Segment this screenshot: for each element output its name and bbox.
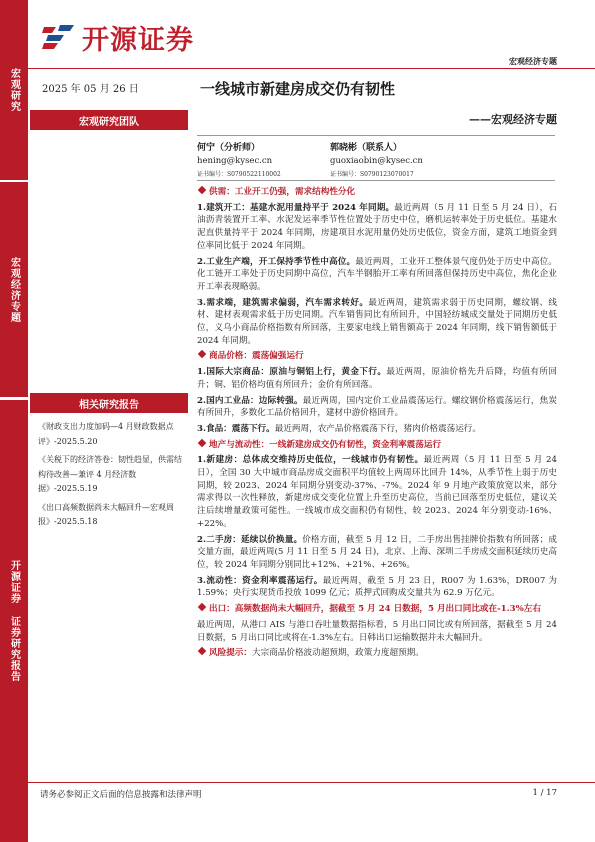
header-divider (28, 68, 595, 69)
related-report-link[interactable]: 《 关税下的经济答卷：韧性趋显，供需结构待改善—兼评 4 月经济数据》-2025.5.19 (38, 453, 188, 497)
author-cert: 证书编号：S0790123070017 (330, 171, 414, 178)
author-email[interactable]: guoxiaobin@kysec.cn (330, 156, 423, 166)
paragraph: 3.流动性：资金利率震荡运行。最近两周，截至 5 月 23 日，R007 为 1.63%，DR007 为 1.59%；央行实现货币投放 1099 亿元；质押式回购成交量共为 62.9 万亿元。 (197, 575, 557, 599)
paragraph: 2.二手房：延续以价换量。价格方面，截至 5 月 12 日，二手房出售挂牌价指数有所回落；成交量方面，最近两周(5 月 11 日至 5 月 24 日)，北京、上海、深圳二手房成交面积延续历史高位，较 2024 年同期分别同比+12%、+21%、+26%。 (197, 534, 557, 570)
diamond-bullet-icon (198, 603, 206, 611)
paragraph: 3.食品：震荡下行。最近两周，农产品价格震荡下行，猪肉价格震荡运行。 (197, 423, 481, 434)
author-name: 郭晓彬（联系人） (330, 143, 403, 153)
diamond-bullet-icon (198, 350, 206, 358)
author-card (330, 142, 423, 181)
report-date: 2025 年 05 月 26 日 (42, 84, 139, 95)
page-title: 一线城市新建房成交仍有韧性 (200, 80, 396, 98)
page-number: 1 / 17 (532, 788, 557, 798)
section-heading: 商品价格：震荡偏强运行 (197, 350, 557, 363)
paragraph: 最近两周，从港口 AIS 与港口吞吐量数据指标看，5 月出口同比或有所回落，据截至 5 月 24 日数据，5 月出口同比或将在-1.3%左右。日韩出口运输数据并未大幅回升。 (197, 619, 557, 643)
footer-disclaimer: 请务必参阅正文后面的信息披露和法律声明 (40, 790, 202, 800)
related-report-link[interactable]: 《 财政支出力度加码—4 月财政数据点评》-2025.5.20 (38, 420, 188, 449)
author-card (197, 142, 281, 181)
author-email[interactable]: hening@kysec.cn (197, 156, 273, 166)
left-sidebar (0, 0, 28, 842)
report-body (197, 186, 557, 663)
diamond-bullet-icon (198, 186, 206, 194)
page-subtitle: ——宏观经济专题 (469, 113, 557, 126)
logo-icon (42, 23, 76, 53)
author-name: 何宁（分析师） (197, 143, 261, 153)
footer-divider (28, 782, 595, 783)
diamond-bullet-icon (198, 438, 206, 446)
related-reports-label: 相关研究报告 (30, 393, 188, 413)
diamond-bullet-icon (198, 647, 206, 655)
report-type-label: 宏观经济专题 (509, 57, 557, 66)
sidebar-block-brand: 开源证券 证券研究报告 (0, 400, 28, 842)
author-divider-top (197, 135, 555, 136)
section-heading: 供需：工业开工仍强，需求结构性分化 (197, 186, 557, 199)
author-cert: 证书编号：S0790522110002 (197, 171, 281, 178)
brand-logo (42, 18, 194, 57)
logo-text: 开源证券 (82, 25, 194, 56)
sidebar-block-research: 宏观研究 (0, 0, 28, 180)
paragraph: 1.新建房：总体成交维持历史低位，一线城市仍有韧性。最近两周（5 月 11 日至 5 月 24 日），全国 30 大中城市商品房成交面积平均值较上两周环比回升 14%，从季节性上弱于历史同期，较 2023、2024 年同期分别变动-37%、-7%。2024 年 9 月地产政策放宽以来，部分需求得以一次性释放，新建房成交变化位置上升至历史高位，当前已回落至历史低位，建议关注后续增量政策可能性。一线城市成交面积仍有韧性，较 2023、2024 年分别变动-16%、+22%。 (197, 455, 557, 529)
paragraph: 风险提示：大宗商品价格波动超预期，政策力度超预期。 (197, 647, 557, 660)
paragraph: 1.建筑开工：基建水泥用量持平于 2024 年同期。最近两周（5 月 11 日至 5 月 24 日），石油沥青装置开工率、水泥发运率季节性位置处于历史中位，磨机运转率处于历史低位。基建水泥直供量持平于 2024 年同期，房建项目水泥用量仍处历史低位，资金方面，建筑工地资金到位率同比低于 2024 年同期。 (197, 202, 557, 251)
section-heading: 地产与流动性：一线新建房成交仍有韧性，资金利率震荡运行 (197, 439, 557, 452)
related-reports-list (38, 420, 188, 534)
paragraph: 2.国内工业品：边际转强。最近两周，国内定价工业品震荡运行。螺纹钢价格震荡运行，焦炭有所回升，多数化工品价格回升，建材中游价格回升。 (197, 395, 557, 419)
paragraph: 1.国际大宗商品：原油与铜铝上行，黄金下行。最近两周，原油价格先升后降，均值有所回升；铜、铝价格均值有所回升；金价有所回落。 (197, 367, 557, 390)
author-divider-bottom (197, 180, 555, 181)
related-report-link[interactable]: 《 出口高频数据尚未大幅回升—宏观周报》-2025.5.18 (38, 501, 188, 530)
paragraph: 3.需求端，建筑需求偏弱，汽车需求转好。最近两周，建筑需求弱于历史同期，螺纹钢、线材、建材表观需求低于历史同期。汽车销售同比有所回升，中国轻纺城成交量处于同期历史低位，义乌小商品价格指数有所回落，主要家电线上销售额高于 2024 年同期，线下销售额低于 2024 年同期。 (197, 297, 557, 346)
section-heading: 出口：高频数据尚未大幅回升，据截至 5 月 24 日数据，5 月出口同比或在-1.3%左右 (197, 603, 557, 616)
paragraph: 2.工业生产端，开工保持季节性中高位。最近两周，工业开工整体景气度仍处于历史中高位。化工链开工率处于历史同期中高位，汽车半钢胎开工率有所回落但保持历史中高位，焦化企业开工率表现略弱。 (197, 256, 557, 292)
team-label: 宏观研究团队 (30, 110, 188, 130)
sidebar-block-topic: 宏观经济专题 (0, 182, 28, 397)
